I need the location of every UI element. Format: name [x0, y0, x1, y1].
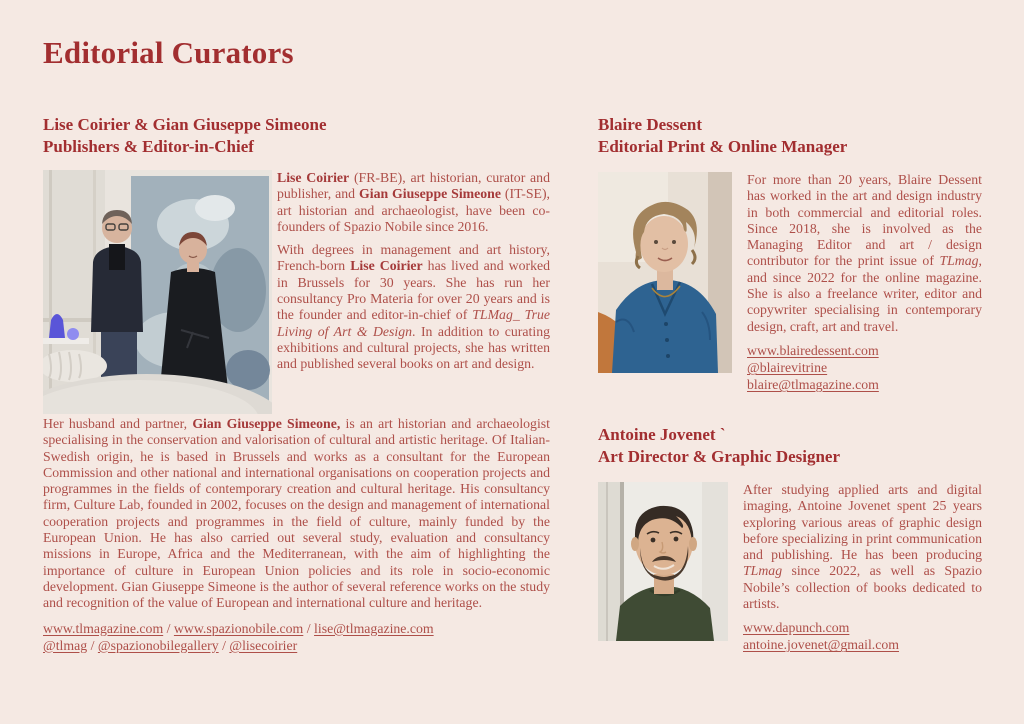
person-role-antoine: Art Director & Graphic Designer	[598, 447, 841, 466]
antoine-paragraph: After studying applied arts and digital imaging, Antoine Jovenet spent 25 years exploring various areas of graphic design before specializing in print communication and publishing. He has been producing TLmag since 2022, as well as Spazio Nobile’s collection of books dedicated to artists.	[743, 482, 982, 612]
blaire-media-row	[598, 172, 982, 393]
blaire-link-email	[747, 376, 982, 393]
link[interactable]: www.tlmagazine.com	[43, 620, 164, 636]
antoine-link-website	[743, 619, 982, 636]
lise-gian-photo	[43, 170, 272, 414]
blaire-links	[747, 342, 982, 393]
person-role-lise-gian: Publishers & Editor-in-Chief	[43, 137, 254, 156]
link[interactable]: antoine.jovenet@gmail.com	[743, 637, 899, 653]
link[interactable]: @lisecoirier	[229, 637, 298, 653]
person-name-lise-gian: Lise Coirier & Gian Giuseppe Simeone	[43, 115, 327, 134]
link[interactable]: www.spazionobile.com	[173, 620, 304, 636]
blaire-link-website	[747, 342, 982, 359]
link[interactable]: @spazionobilegallery	[97, 637, 219, 653]
person-name-blaire: Blaire Dessent	[598, 115, 703, 134]
link[interactable]: www.blairedessent.com	[747, 342, 879, 358]
page-title: Editorial Curators	[43, 35, 294, 70]
lise-gian-links-line-1: www.tlmagazine.com / www.spazionobile.com / lise@tlmagazine.com	[43, 620, 434, 636]
lise-gian-paragraph-2: With degrees in management and art history, French-born Lise Coirier has lived and worked in Brussels for 30 years. She has run her consultancy Pro Materia for over 20 years and is the founder and editor-in-chief of TLMag_ True Living of Art & Design. In addition to curating exhibitions and cultural projects, she has written and published several books on art and design.	[277, 242, 550, 372]
person-name-antoine: Antoine Jovenet `	[598, 425, 726, 444]
link[interactable]: @blairevitrine	[747, 359, 828, 375]
link[interactable]: blaire@tlmagazine.com	[747, 376, 879, 392]
link[interactable]: @tlmag	[43, 637, 88, 653]
blaire-link-handle	[747, 359, 982, 376]
blaire-bio	[747, 172, 982, 393]
lise-gian-paragraph-3: Her husband and partner, Gian Giuseppe Simeone, is an art historian and archaeologist specialising in the conservation and valorisation of cultural and artistic heritage. Of Italian-Swedish origin, he is based in Brussels and works as a consultant for the European Commission and other national and international organisations on cooperation projects and programmes in the fields of contemporary creation and cultural heritage. His consultancy firm, Culture Lab, founded in 2002, focuses on the design and management of international cooperation projects and programmes in the field of culture, mainly funded by the European Union. He has also carried out several study, evaluation and consultancy missions in Europe, Africa and the Mediterranean, with the aim of highlighting the importance of culture in European Union policies and its role in socio-economic development. Gian Giuseppe Simeone is the author of several reference works on the study and recognition of the value of European and international culture and heritage.	[43, 416, 550, 611]
antoine-link-email	[743, 636, 982, 653]
lise-gian-bio	[277, 170, 550, 373]
link[interactable]: www.dapunch.com	[743, 620, 850, 636]
blaire-photo	[598, 172, 732, 373]
lise-gian-links-line-2: @tlmag / @spazionobilegallery / @lisecoirier	[43, 637, 298, 653]
link[interactable]: lise@tlmagazine.com	[314, 620, 434, 636]
antoine-photo	[598, 482, 728, 641]
antoine-links	[743, 619, 982, 653]
lise-gian-paragraph-1: Lise Coirier (FR-BE), art historian, curator and publisher, and Gian Giuseppe Simeone (IT-SE), art historian and archaeologist, have been co-founders of Spazio Nobile since 2016.	[277, 170, 550, 234]
section-antoine	[598, 424, 982, 653]
antoine-media-row	[598, 482, 982, 653]
person-role-blaire: Editorial Print & Online Manager	[598, 137, 848, 156]
blaire-paragraph: For more than 20 years, Blaire Dessent has worked in the art and design industry in both commercial and editorial roles. Since 2018, she is involved as the Managing Editor and art / design contributor for the print issue of TLmag, and since 2022 for the online magazine. She is also a freelance writer, editor and copywriter specialising in contemporary design, craft, art and travel.	[747, 172, 982, 334]
section-lise-gian	[43, 114, 550, 654]
lise-gian-media-row	[43, 170, 550, 416]
section-blaire	[598, 114, 982, 393]
antoine-bio	[743, 482, 982, 653]
lise-gian-links	[43, 620, 550, 654]
